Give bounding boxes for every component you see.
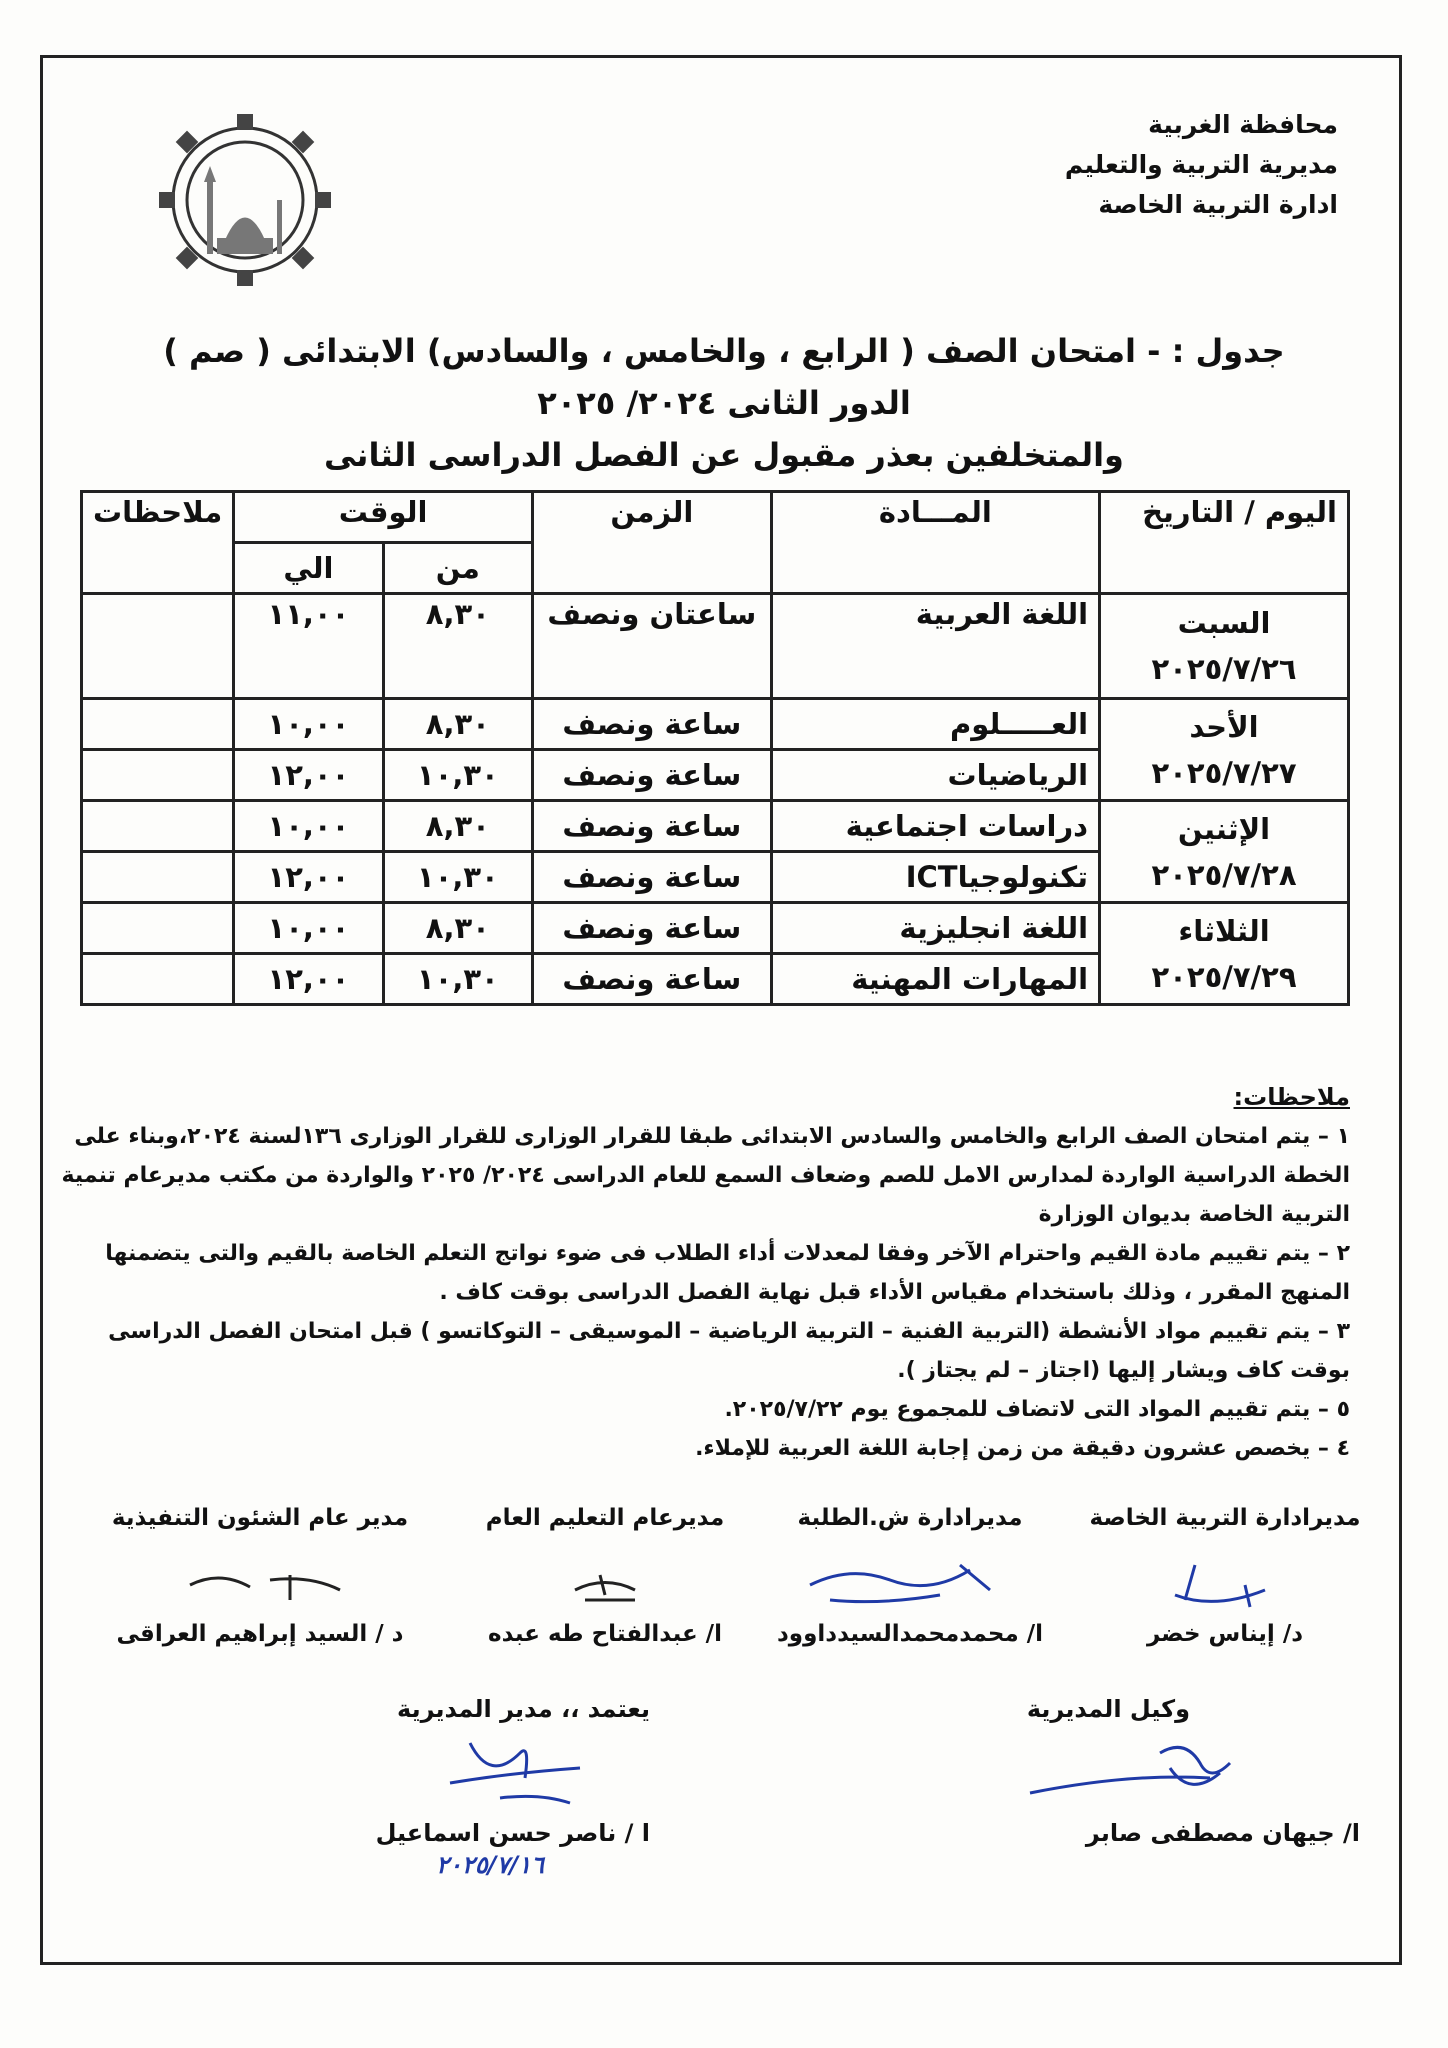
from-cell: ١٠,٣٠ xyxy=(383,954,532,1005)
note-item: ٢ – يتم تقييم مادة القيم واحترام الآخر وفقا لمعدلات أداء الطلاب فى ضوء نواتج التعلم الخاصة بالقيم والتى يتضمنها المنهج المقرر ، وذلك باستخدام مقياس الأداء قبل نهاية الفصل الدراسى بوقت كاف . xyxy=(105,1241,1350,1305)
director-handwritten-signature-icon xyxy=(350,1723,630,1813)
signature-role: مديرعام التعليم العام xyxy=(485,1505,725,1531)
signature-name: د / السيد إبراهيم العراقى xyxy=(116,1621,404,1647)
day-cell xyxy=(1100,801,1349,903)
exam-schedule-table xyxy=(80,490,1350,1006)
approval-name: ا / ناصر حسن اسماعيل xyxy=(375,1819,650,1847)
remarks-cell xyxy=(82,852,234,903)
from-cell: ١٠,٣٠ xyxy=(383,852,532,903)
title-line-2: الدور الثانى ٢٠٢٤/ ٢٠٢٥ xyxy=(537,384,911,422)
to-cell: ١٢,٠٠ xyxy=(234,750,383,801)
header-time: الوقت xyxy=(234,492,533,543)
header-duration: الزمن xyxy=(533,492,772,594)
from-cell: ٨,٣٠ xyxy=(383,594,532,699)
signature-name: ا/ عبدالفتاح طه عبده xyxy=(488,1621,722,1647)
signature-role: مديرادارة التربية الخاصة xyxy=(1089,1505,1361,1531)
duration-cell: ساعة ونصف xyxy=(533,954,772,1005)
to-cell: ١٠,٠٠ xyxy=(234,801,383,852)
administration: ادارة التربية الخاصة xyxy=(1098,190,1338,219)
deputy-name: ا/ جيهان مصطفى صابر xyxy=(1085,1819,1360,1847)
table-row xyxy=(82,903,1349,954)
from-cell: ١٠,٣٠ xyxy=(383,750,532,801)
table-row xyxy=(82,699,1349,750)
day-name: الإثنين xyxy=(1177,811,1271,846)
duration-cell: ساعة ونصف xyxy=(533,852,772,903)
notes-section xyxy=(50,1078,1350,1468)
note-item: ٥ – يتم تقييم المواد التى لاتضاف للمجموع يوم ٢٠٢٥/٧/٢٢. xyxy=(724,1397,1350,1422)
day-cell xyxy=(1100,699,1349,801)
remarks-cell xyxy=(82,801,234,852)
signature-role: مدير عام الشئون التنفيذية xyxy=(111,1505,409,1531)
from-cell: ٨,٣٠ xyxy=(383,801,532,852)
remarks-cell xyxy=(82,750,234,801)
deputy-role: وكيل المديرية xyxy=(1026,1695,1190,1723)
day-cell xyxy=(1100,903,1349,1005)
signature-name: د/ إيناس خضر xyxy=(1146,1621,1304,1647)
table-row xyxy=(82,801,1349,852)
director-approval xyxy=(330,1695,650,1879)
deputy-signature xyxy=(960,1695,1360,1847)
note-item: ١ – يتم امتحان الصف الرابع والخامس والسادس الابتدائى طبقا للقرار الوزارى للقرار الوزارى ١٣٦لسنة ٢٠٢٤،وبناء على الخطة الدراسية الواردة لمدارس الامل للصم وضعاف السمع للعام الدراسى ٢٠٢٤/ ٢٠٢٥ والواردة من مكتب مديرعام تنمية التربية الخاصة بديوان الوزارة xyxy=(61,1124,1350,1227)
day-date: ٢٠٢٥/٧/٢٩ xyxy=(1151,959,1297,994)
day-name: السبت xyxy=(1177,606,1271,640)
subject-cell: تكنولوجياICT xyxy=(771,852,1099,903)
header-block xyxy=(1065,105,1338,225)
directorate: مديرية التربية والتعليم xyxy=(1064,150,1338,179)
handwritten-date: ٢٠٢٥/٧/١٦ xyxy=(436,1851,544,1879)
to-cell: ١١,٠٠ xyxy=(234,594,383,699)
signature-executive-affairs xyxy=(90,1505,430,1647)
duration-cell: ساعة ونصف xyxy=(533,903,772,954)
note-item: ٣ – يتم تقييم مواد الأنشطة (التربية الفنية – التربية الرياضية – الموسيقى – التوكاتسو ) قبل امتحان الفصل الدراسى بوقت كاف ويشار إليها (اجتاز – لم يجتاز ). xyxy=(108,1319,1350,1383)
deputy-handwritten-signature-icon xyxy=(1010,1723,1310,1813)
to-cell: ١٢,٠٠ xyxy=(234,852,383,903)
handwritten-signature-icon xyxy=(505,1545,705,1615)
header-day-date: اليوم / التاريخ xyxy=(1100,492,1349,594)
handwritten-signature-icon xyxy=(1125,1545,1325,1615)
note-item: ٤ – يخصص عشرون دقيقة من زمن إجابة اللغة العربية للإملاء. xyxy=(695,1436,1350,1461)
subject-cell: اللغة انجليزية xyxy=(771,903,1099,954)
duration-cell: ساعة ونصف xyxy=(533,750,772,801)
remarks-cell xyxy=(82,954,234,1005)
to-cell: ١٠,٠٠ xyxy=(234,903,383,954)
day-date: ٢٠٢٥/٧/٢٨ xyxy=(1151,857,1297,892)
to-cell: ١٠,٠٠ xyxy=(234,699,383,750)
notes-title: ملاحظات: xyxy=(1233,1083,1350,1111)
signature-role: مديرادارة ش.الطلبة xyxy=(797,1505,1023,1531)
subject-cell: المهارات المهنية xyxy=(771,954,1099,1005)
signature-name: ا/ محمدمحمدالسيدداوود xyxy=(776,1621,1044,1647)
subject-cell: الرياضيات xyxy=(771,750,1099,801)
day-name: الأحد xyxy=(1189,709,1259,744)
title-block xyxy=(0,325,1448,481)
handwritten-signature-icon xyxy=(140,1545,380,1615)
duration-cell: ساعة ونصف xyxy=(533,699,772,750)
header-subject: المـــادة xyxy=(771,492,1099,594)
to-cell: ١٢,٠٠ xyxy=(234,954,383,1005)
day-cell xyxy=(1100,594,1349,699)
remarks-cell xyxy=(82,699,234,750)
signature-student-affairs xyxy=(760,1505,1060,1647)
remarks-cell xyxy=(82,594,234,699)
remarks-cell xyxy=(82,903,234,954)
gear-mosque-logo-icon xyxy=(145,100,345,300)
header-remarks: ملاحظات xyxy=(82,492,234,594)
approval-role: يعتمد ،، مدير المديرية xyxy=(397,1695,650,1723)
subject-cell: دراسات اجتماعية xyxy=(771,801,1099,852)
subject-cell: اللغة العربية xyxy=(771,594,1099,699)
duration-cell: ساعتان ونصف xyxy=(533,594,772,699)
signature-special-ed xyxy=(1075,1505,1375,1647)
from-cell: ٨,٣٠ xyxy=(383,699,532,750)
handwritten-signature-icon xyxy=(790,1545,1030,1615)
header-from: من xyxy=(383,543,532,594)
title-line-3: والمتخلفين بعذر مقبول عن الفصل الدراسى الثانى xyxy=(324,436,1124,474)
title-line-1: جدول : - امتحان الصف ( الرابع ، والخامس ، والسادس) الابتدائى ( صم ) xyxy=(163,332,1285,370)
day-date: ٢٠٢٥/٧/٢٧ xyxy=(1151,755,1297,790)
duration-cell: ساعة ونصف xyxy=(533,801,772,852)
header-to: الي xyxy=(234,543,383,594)
subject-cell: العـــــلوم xyxy=(771,699,1099,750)
from-cell: ٨,٣٠ xyxy=(383,903,532,954)
governorate: محافظة الغربية xyxy=(1148,110,1338,139)
signature-general-education xyxy=(455,1505,755,1647)
table-row xyxy=(82,594,1349,699)
day-name: الثلاثاء xyxy=(1178,913,1270,948)
day-date: ٢٠٢٥/٧/٢٦ xyxy=(1151,652,1297,686)
